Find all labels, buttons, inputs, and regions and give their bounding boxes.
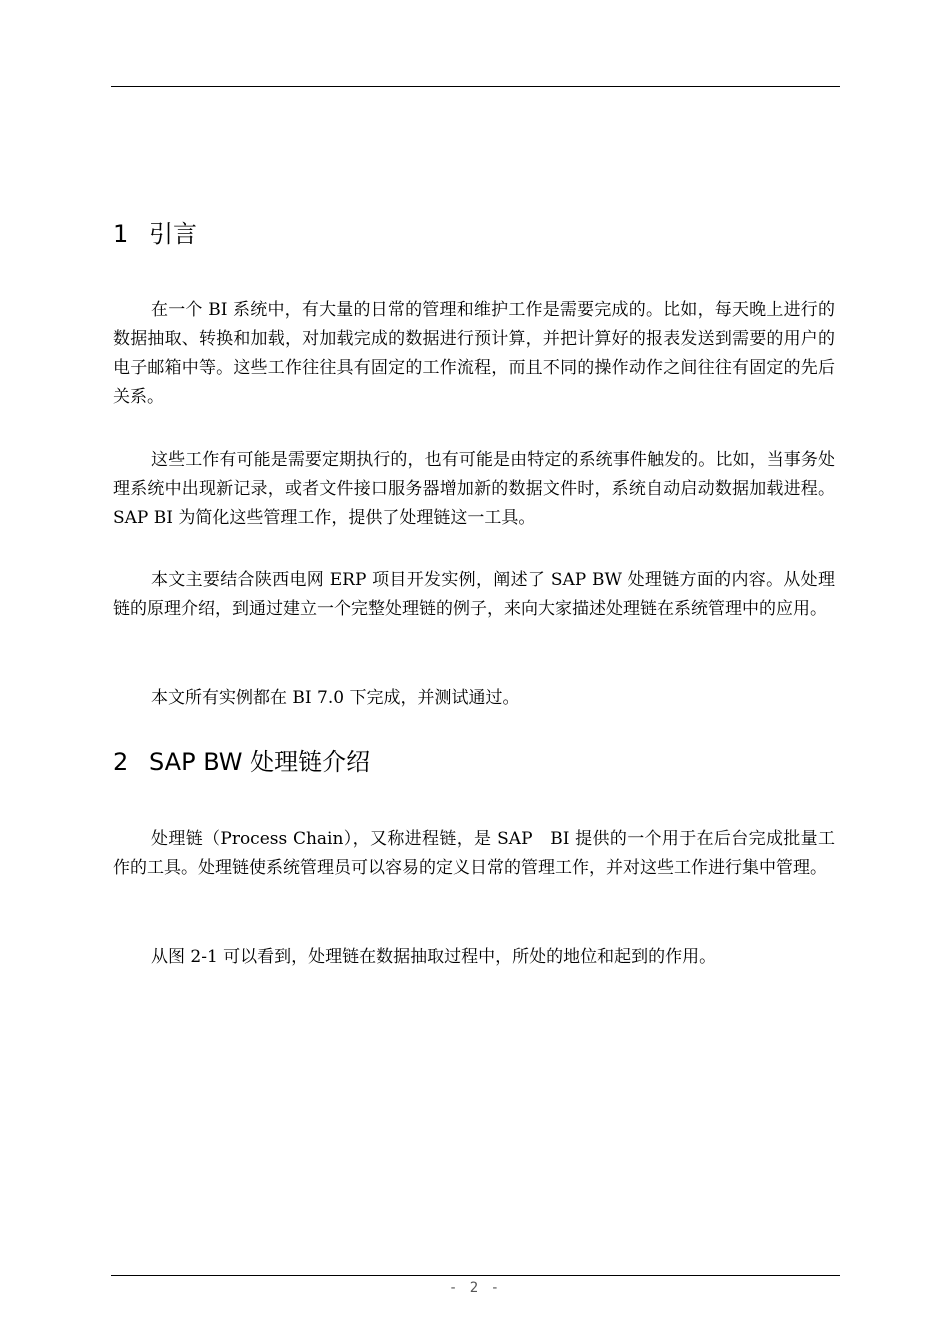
paragraph: 本文所有实例都在 BI 7.0 下完成，并测试通过。 (151, 688, 520, 708)
footer-rule (111, 1275, 840, 1276)
paragraph: 从图 2-1 可以看到，处理链在数据抽取过程中，所处的地位和起到的作用。 (151, 947, 717, 967)
section-title: 引言 (149, 220, 197, 248)
paragraph: 处理链（Process Chain），又称进程链，是 SAP BI 提供的一个用于在后台完成批量工作的工具。处理链使系统管理员可以容易的定义日常的管理工作，并对这些工作进行集中管理。 (113, 829, 835, 878)
section-title: SAP BW 处理链介绍 (149, 748, 371, 776)
paragraph: 在一个 BI 系统中，有大量的日常的管理和维护工作是需要完成的。比如，每天晚上进行的数据抽取、转换和加载，对加载完成的数据进行预计算，并把计算好的报表发送到需要的用户的电子邮箱中等。这些工作往往具有固定的工作流程，而且不同的操作动作之间往往有固定的先后关系。 (113, 300, 835, 407)
paragraph: 本文主要结合陕西电网 ERP 项目开发实例，阐述了 SAP BW 处理链方面的内容。从处理链的原理介绍，到通过建立一个完整处理链的例子，来向大家描述处理链在系统管理中的应用。 (113, 570, 835, 619)
header-rule (111, 86, 840, 87)
section-number: 2 (113, 748, 129, 776)
page-number: - 2 - (448, 1280, 502, 1296)
section-number: 1 (113, 220, 129, 248)
paragraph: 这些工作有可能是需要定期执行的，也有可能是由特定的系统事件触发的。比如，当事务处理系统中出现新记录，或者文件接口服务器增加新的数据文件时，系统自动启动数据加载进程。SAP BI 为简化这些管理工作，提供了处理链这一工具。 (113, 450, 835, 528)
section-1-heading (113, 219, 197, 249)
section-2-heading (113, 747, 370, 777)
